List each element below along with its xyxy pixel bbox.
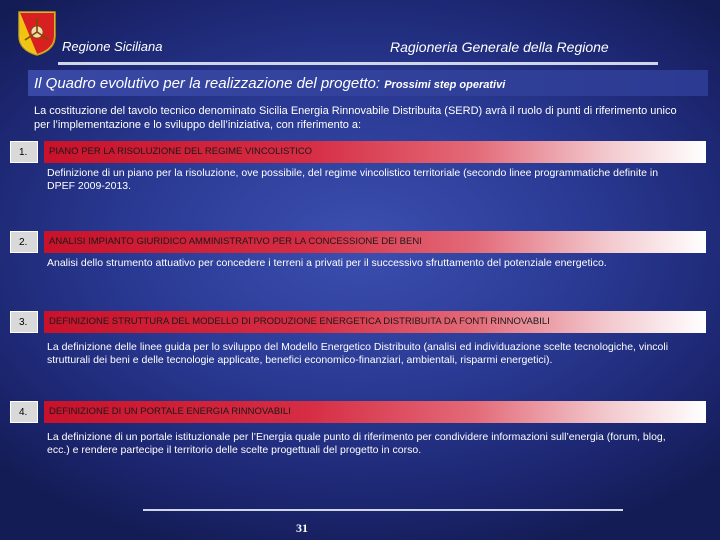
item-heading-4: DEFINIZIONE DI UN PORTALE ENERGIA RINNOVABILI (44, 401, 706, 423)
slide-title-main: Il Quadro evolutivo per la realizzazione del progetto: (34, 75, 381, 92)
header-divider (58, 62, 658, 65)
item-description-4: La definizione di un portale istituzionale per l’Energia quale punto di riferimento per condividere informazioni sull’energia (forum, blog, ecc.) e rendere partecipe il territorio delle scelte progettuali del progetto in corso. (47, 431, 666, 456)
item-number-1: 1. (10, 141, 38, 163)
item-heading-3: DEFINIZIONE STRUTTURA DEL MODELLO DI PRODUZIONE ENERGETICA DISTRIBUITA DA FONTI RINNOVABILI (44, 311, 706, 333)
regione-siciliana-logo (17, 10, 57, 56)
slide-title-sub: Prossimi step operativi (384, 79, 506, 91)
header-region-title: Regione Siciliana (62, 39, 163, 54)
page-number: 31 (296, 521, 308, 535)
item-heading-1: PIANO PER LA RISOLUZIONE DEL REGIME VINCOLISTICO (44, 141, 706, 163)
item-number-4: 4. (10, 401, 38, 423)
item-description-3: La definizione delle linee guida per lo sviluppo del Modello Energetico Distribuito (analisi ed individuazione scelte tecnologiche, vincoli strutturali dei beni e delle tecnologie applicate, benefici economico-finanziari, ambientali, risparmi energetici). (47, 341, 669, 366)
footer-divider (143, 509, 623, 511)
intro-text: La costituzione del tavolo tecnico denominato Sicilia Energia Rinnovabile Distribuita (SERD) avrà il ruolo di punti di riferimento unico per l’implementazione e lo sviluppo dell’iniziativa, con riferimento a: (34, 105, 677, 131)
slide-title (34, 75, 505, 92)
item-description-1: Definizione di un piano per la risoluzione, ove possibile, del regime vincolistico territoriale (secondo linee programmatiche definite in DPEF 2009-2013. (47, 167, 659, 192)
header-department-title: Ragioneria Generale della Regione (390, 39, 609, 55)
item-heading-2: ANALISI IMPIANTO GIURIDICO AMMINISTRATIVO PER LA CONCESSIONE DEI BENI (44, 231, 706, 253)
item-number-2: 2. (10, 231, 38, 253)
item-number-3: 3. (10, 311, 38, 333)
item-description-2: Analisi dello strumento attuativo per concedere i terreni a privati per il successivo sfruttamento del potenziale energetico. (47, 257, 607, 269)
